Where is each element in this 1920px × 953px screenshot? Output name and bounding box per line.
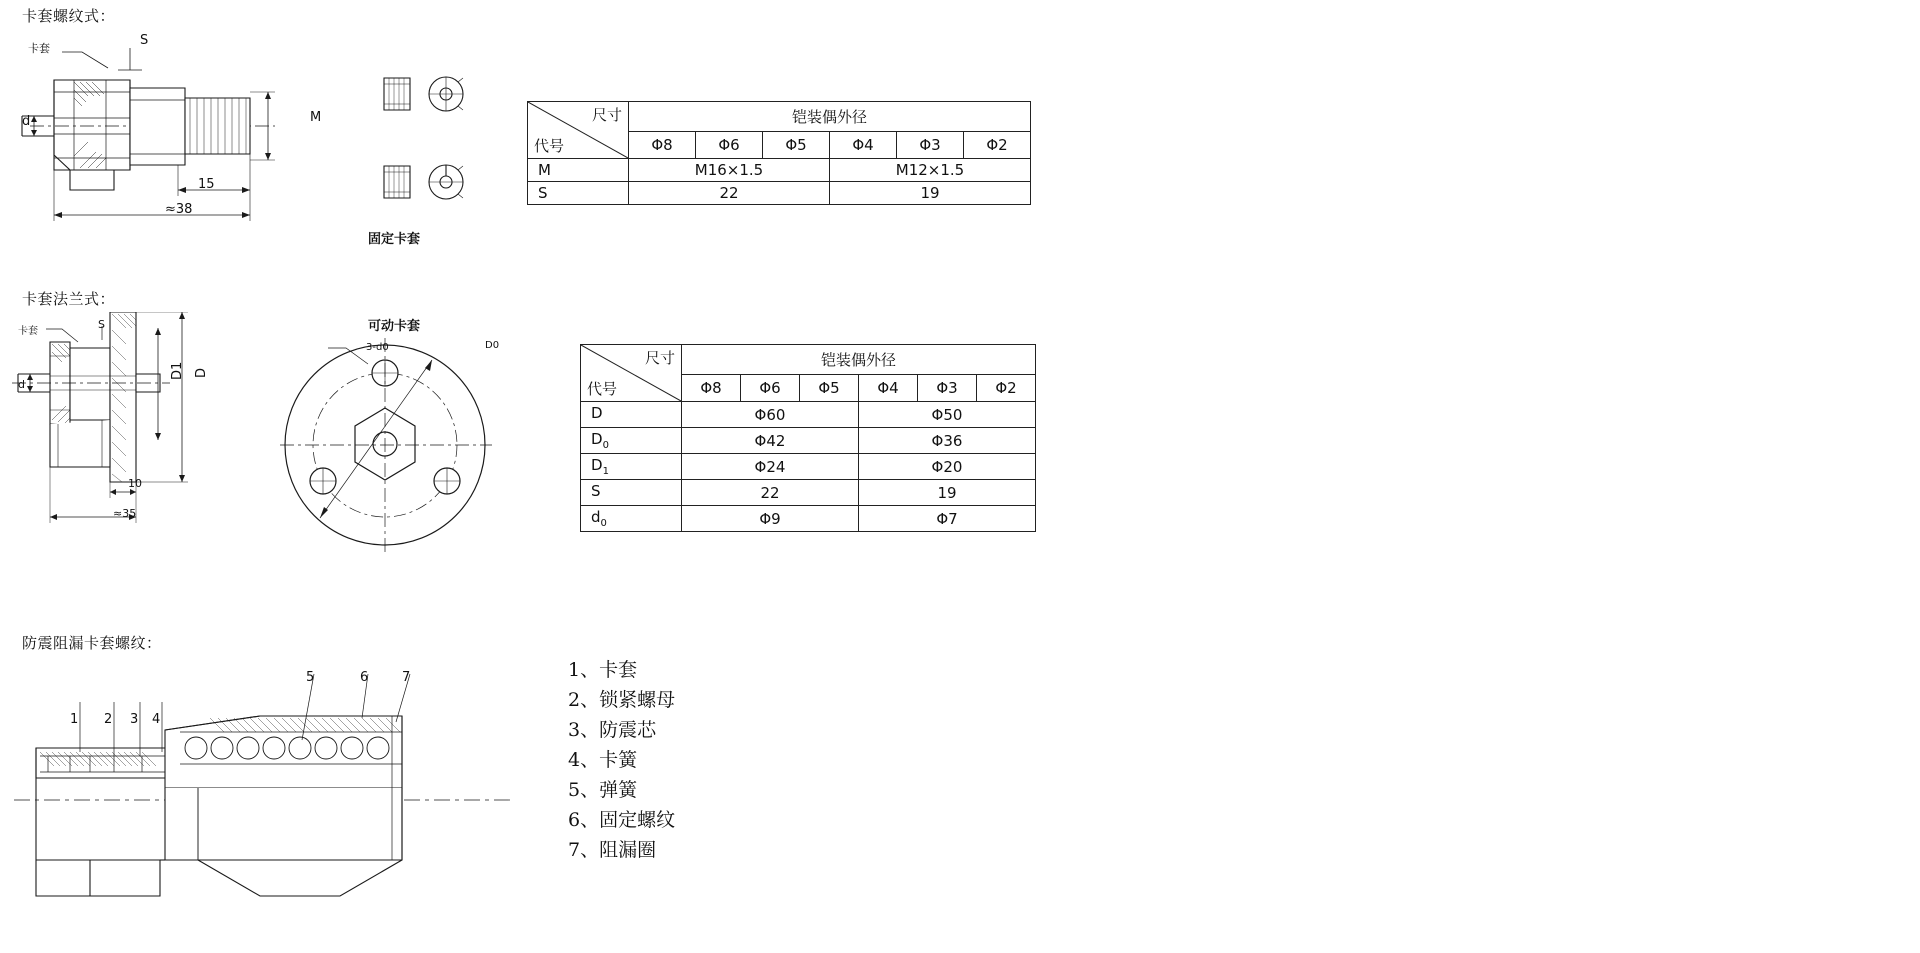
legend-list — [568, 655, 675, 865]
table2-corner-cell — [581, 345, 682, 402]
drawing-antivibration-assembly — [10, 660, 530, 950]
table2-row4-right: Φ7 — [859, 506, 1036, 532]
table2-row2-sub: 1 — [602, 466, 609, 477]
table2-row4-left: Φ9 — [682, 506, 859, 532]
table2-group-header: 铠装偶外径 — [682, 345, 1036, 375]
note-bolt-circle: D0 — [485, 340, 500, 351]
spec-table-2 — [580, 344, 1036, 532]
dim-d-2: d — [18, 378, 25, 391]
table1-dia-0: Φ8 — [629, 132, 696, 159]
table1-row1-left: 22 — [629, 182, 830, 205]
table2-row2-code: D — [591, 456, 603, 474]
table1-row0-code: M — [528, 159, 629, 182]
table2-label-size: 尺寸 — [644, 349, 675, 367]
table2-row0-left: Φ60 — [682, 402, 859, 428]
table2-label-code: 代号 — [587, 380, 618, 398]
drawing-threaded-assembly — [10, 30, 370, 230]
table1-dia-5: Φ2 — [964, 132, 1031, 159]
table1-group-header: 铠装偶外径 — [629, 102, 1031, 132]
list-item: 7、阻漏圈 — [568, 839, 657, 861]
table2-dia-2: Φ5 — [800, 375, 859, 402]
note-bolt-holes: 3-d0 — [366, 342, 389, 353]
table1-dia-3: Φ4 — [830, 132, 897, 159]
table1-row0-left: M16×1.5 — [629, 159, 830, 182]
table1-label-code: 代号 — [534, 137, 565, 155]
table2-dia-3: Φ4 — [859, 375, 918, 402]
drawing-flange-assembly — [10, 312, 270, 602]
table2-row1-code: D — [591, 430, 603, 448]
list-item: 2、锁紧螺母 — [568, 689, 676, 711]
section-title-threaded: 卡套螺纹式： — [22, 7, 116, 25]
table2-row0-right: Φ50 — [859, 402, 1036, 428]
table1-dia-4: Φ3 — [897, 132, 964, 159]
callout-3: 3 — [130, 712, 139, 727]
callout-2: 2 — [104, 712, 113, 727]
callout-5: 5 — [306, 670, 315, 685]
dim-35: ≈35 — [113, 507, 137, 520]
table2-row3-right: 19 — [859, 480, 1036, 506]
dim-s-1: S — [140, 33, 149, 48]
table-flange-dimensions — [580, 344, 1036, 532]
callout-1: 1 — [70, 712, 79, 727]
dim-15: 15 — [198, 177, 215, 192]
table2-row1-sub: 0 — [602, 440, 609, 451]
list-item: 6、固定螺纹 — [568, 809, 676, 831]
section-title-antivibration: 防震阻漏卡套螺纹： — [22, 634, 162, 652]
list-item: 4、卡簧 — [568, 749, 638, 771]
callout-7: 7 — [402, 670, 411, 685]
table-row — [581, 454, 1036, 480]
table-row — [581, 506, 1036, 532]
table1-label-size: 尺寸 — [591, 106, 622, 124]
callout-ferrule-label-1: 卡套 — [28, 42, 50, 55]
table-row — [528, 159, 1031, 182]
table1-dia-1: Φ6 — [696, 132, 763, 159]
callout-4: 4 — [152, 712, 161, 727]
dim-s-2: S — [98, 318, 105, 331]
spec-table-1 — [527, 101, 1031, 205]
dim-10: 10 — [128, 477, 142, 490]
table2-dia-5: Φ2 — [977, 375, 1036, 402]
callout-6: 6 — [360, 670, 369, 685]
dim-38: ≈38 — [165, 202, 193, 217]
table2-row2-left: Φ24 — [682, 454, 859, 480]
table-row — [581, 428, 1036, 454]
drawing-flange-front-view — [280, 330, 545, 595]
caption-movable-ferrule: 可动卡套 — [368, 319, 421, 334]
table2-row2-right: Φ20 — [859, 454, 1036, 480]
dim-d1-2: D1 — [170, 361, 185, 380]
list-item: 3、防震芯 — [568, 719, 657, 741]
table1-row0-right: M12×1.5 — [830, 159, 1031, 182]
table-row — [581, 402, 1036, 428]
table2-row4-sub: 0 — [600, 518, 607, 529]
table-row — [528, 182, 1031, 205]
dim-d-outer-2: D — [194, 367, 209, 378]
callout-ferrule-label-2: 卡套 — [18, 326, 38, 337]
table2-dia-1: Φ6 — [741, 375, 800, 402]
table2-row1-right: Φ36 — [859, 428, 1036, 454]
list-item: 5、弹簧 — [568, 779, 638, 801]
table2-row4-code: d — [591, 508, 601, 526]
caption-fixed-ferrule: 固定卡套 — [368, 232, 421, 247]
table1-row1-right: 19 — [830, 182, 1031, 205]
table2-dia-4: Φ3 — [918, 375, 977, 402]
table1-row1-code: S — [528, 182, 629, 205]
dim-d-1: d — [22, 114, 31, 129]
table1-corner-cell — [528, 102, 629, 159]
list-item: 1、卡套 — [568, 659, 638, 681]
table-row — [581, 480, 1036, 506]
dim-m-1: M — [310, 110, 322, 125]
table2-row3-code: S — [591, 482, 601, 500]
section-title-flange: 卡套法兰式： — [22, 290, 116, 308]
table2-dia-0: Φ8 — [682, 375, 741, 402]
table1-dia-2: Φ5 — [763, 132, 830, 159]
table2-row1-left: Φ42 — [682, 428, 859, 454]
table2-row0-code: D — [591, 404, 603, 422]
drawing-ferrule-details — [380, 70, 490, 230]
table2-row3-left: 22 — [682, 480, 859, 506]
table-threaded-dimensions — [527, 101, 1031, 205]
